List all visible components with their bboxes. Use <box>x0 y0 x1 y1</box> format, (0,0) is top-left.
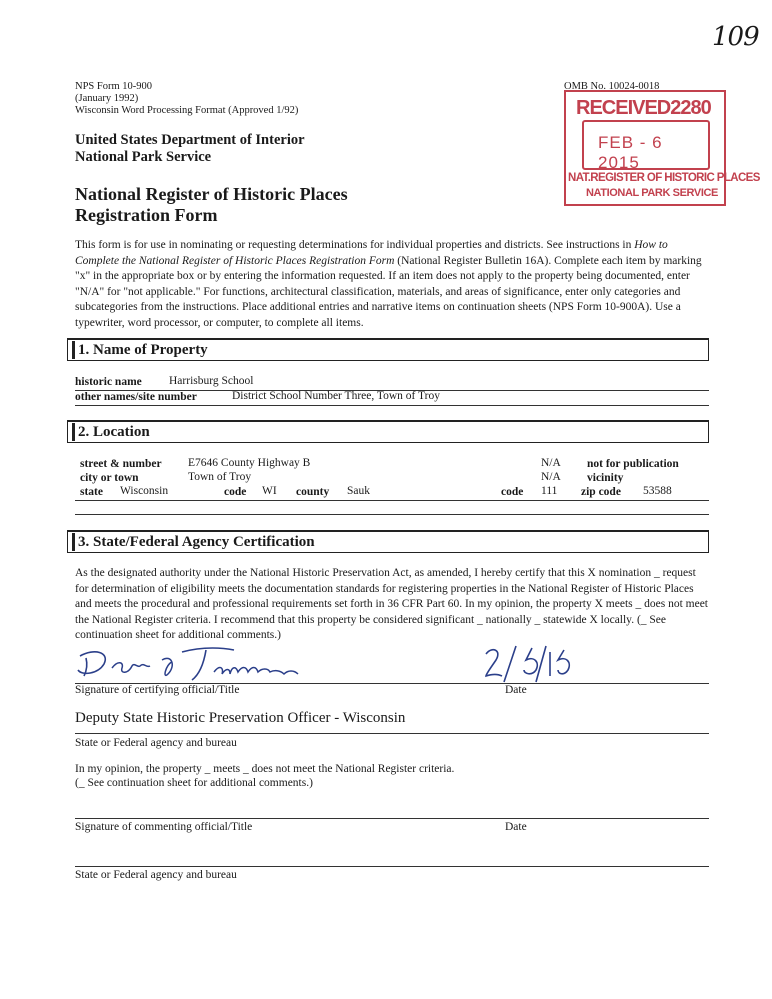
historic-name-value: Harrisburg School <box>169 375 254 387</box>
form-format: Wisconsin Word Processing Format (Approved 1/92) <box>75 105 299 116</box>
county-code-label: code <box>501 486 524 498</box>
section-1-header <box>67 338 709 361</box>
agency-label-2: State or Federal agency and bureau <box>75 869 237 881</box>
city-label: city or town <box>80 472 139 484</box>
certification-paragraph: As the designated authority under the National Historic Preservation Act, as amended, I hereby certify that this X nomination _ request for determination of eligibility meets the documentation standards for registering properties in the National Register of Historic Places and meets the procedural and professional requirements set forth in 36 CFR Part 60. In my opinion, the property X meets _ does not meet the National Register criteria. I recommend that this property be considered significant _ nationally _ statewide X locally. (_ See continuation sheet for additional comments.) <box>75 567 708 641</box>
form-date: (January 1992) <box>75 93 139 104</box>
vicinity-label: vicinity <box>587 472 624 484</box>
official-title: Deputy State Historic Preservation Officer - Wisconsin <box>75 710 406 726</box>
state-code-label: code <box>224 486 247 498</box>
opinion-line-1: In my opinion, the property _ meets _ does not meet the National Register criteria. <box>75 763 455 775</box>
divider <box>75 500 709 501</box>
county-code-value: 111 <box>541 485 558 497</box>
signature-label: Signature of certifying official/Title <box>75 684 240 696</box>
section-3-title: 3. State/Federal Agency Certification <box>72 533 315 551</box>
handwritten-signature <box>74 642 344 684</box>
city-value: Town of Troy <box>188 471 252 483</box>
section-2-title: 2. Location <box>72 423 150 441</box>
form-title: National Register of Historic Places <box>75 184 348 204</box>
zip-code-label: zip code <box>581 486 621 498</box>
handwritten-date <box>480 642 580 684</box>
city-na: N/A <box>541 471 561 483</box>
section-2-header <box>67 420 709 443</box>
county-value: Sauk <box>347 485 370 497</box>
stamp-received: RECEIVED2280 <box>576 97 711 119</box>
received-stamp <box>564 90 760 206</box>
agency-label: State or Federal agency and bureau <box>75 737 237 749</box>
stamp-date-box <box>582 120 710 170</box>
other-names-value: District School Number Three, Town of Troy <box>232 390 440 402</box>
zip-code-value: 53588 <box>643 485 672 497</box>
street-label: street & number <box>80 458 162 470</box>
historic-name-label: historic name <box>75 376 142 388</box>
intro-italic: How to Complete the National Register of Historic Places Registration Form <box>75 239 668 267</box>
section-1-title: 1. Name of Property <box>72 341 208 359</box>
divider <box>75 514 709 515</box>
not-for-publication-label: not for publication <box>587 458 679 470</box>
intro-paragraph <box>75 238 707 331</box>
stamp-date: FEB - 6 2015 <box>598 133 663 172</box>
form-subtitle: Registration Form <box>75 205 218 225</box>
intro-part2: (National Register Bulletin 16A). Complete each item by marking "x" in the appropriate box or by entering the information requested. If an item does not apply to the property being documented, enter "N/A" for "not applicable." For functions, architectural classification, materials, and areas of significance, enter only categories and subcategories from the instructions. Place additional entries and narrative items on continuation sheets (NPS Form 10-900A). Use a typewriter, word processor, or computer, to complete all items. <box>75 254 702 329</box>
opinion-line-2: (_ See continuation sheet for additional comments.) <box>75 777 313 789</box>
form-number: NPS Form 10-900 <box>75 81 153 92</box>
omb-number: OMB No. 10024-0018 <box>564 81 660 92</box>
intro-part1: This form is for use in nominating or requesting determinations for individual properties and districts. See instructions in <box>75 239 635 251</box>
state-value: Wisconsin <box>120 485 169 497</box>
other-names-label: other names/site number <box>75 391 197 403</box>
commenting-signature-label: Signature of commenting official/Title <box>75 821 253 833</box>
county-label: county <box>296 486 330 498</box>
section-3-header <box>67 530 709 553</box>
department-name: United States Department of Interior <box>75 132 305 148</box>
state-label: state <box>80 486 103 498</box>
commenting-date-label: Date <box>505 821 527 833</box>
street-na: N/A <box>541 457 561 469</box>
stamp-line2: NATIONAL PARK SERVICE <box>586 187 718 199</box>
divider <box>75 733 709 734</box>
agency-name: National Park Service <box>75 149 212 165</box>
divider <box>75 866 709 867</box>
stamp-line1: NAT.REGISTER OF HISTORIC PLACES <box>568 172 760 184</box>
divider <box>75 405 709 406</box>
street-value: E7646 County Highway B <box>188 457 311 469</box>
divider <box>75 818 709 819</box>
page-number: 109 <box>712 22 759 52</box>
state-code-value: WI <box>262 485 277 497</box>
signature-date-label: Date <box>505 684 527 696</box>
